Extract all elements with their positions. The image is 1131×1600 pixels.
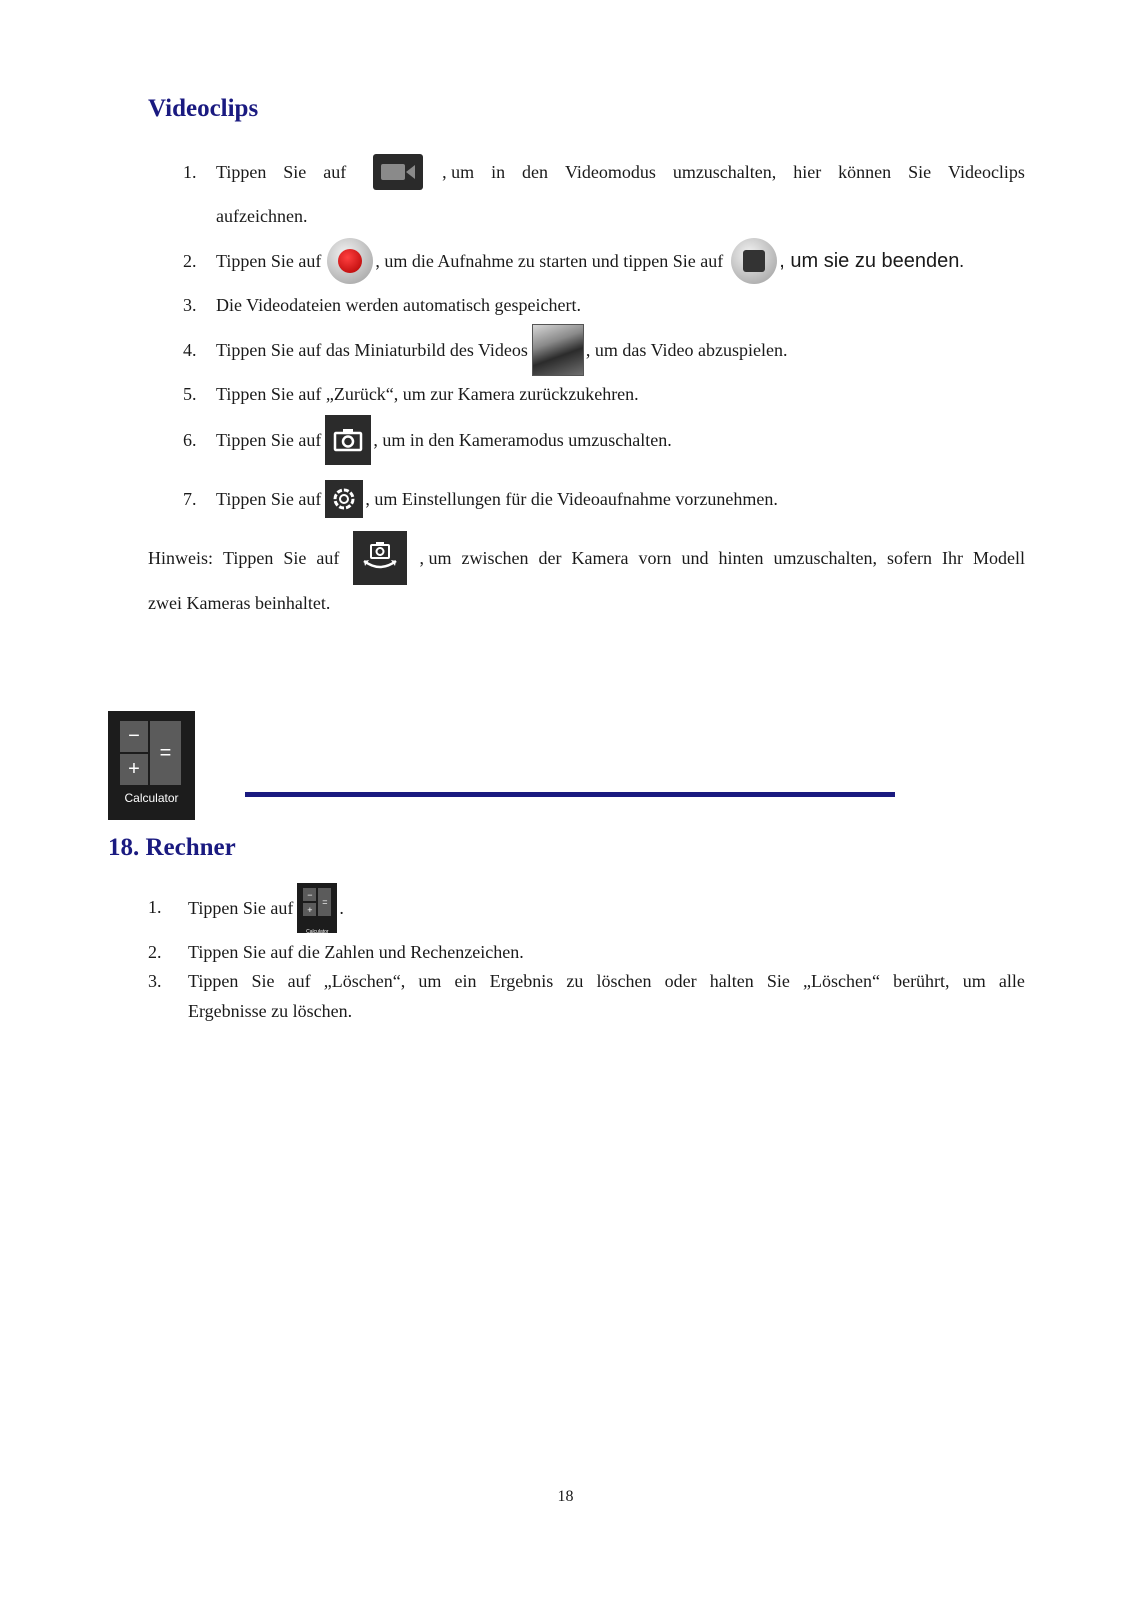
word: Tippen xyxy=(216,162,267,182)
word: der xyxy=(538,548,562,568)
list-item-1-continuation: aufzeichnen. xyxy=(216,206,308,226)
list-item-1-line xyxy=(216,153,1025,191)
item-text: , um Einstellungen für die Videoaufnahme vorzunehmen. xyxy=(365,489,778,509)
word: um xyxy=(418,971,442,991)
word: auf xyxy=(287,971,311,991)
calculator-icon: − + = Calculator xyxy=(297,883,337,933)
list-number: 2. xyxy=(148,942,162,962)
word: auf xyxy=(316,548,340,568)
video-thumbnail-icon xyxy=(532,324,584,376)
list-number: 4. xyxy=(183,340,197,360)
word: oder xyxy=(664,971,697,991)
word: können xyxy=(838,162,892,182)
item-text: Tippen Sie auf xyxy=(216,489,322,509)
rechner-item-2-text: Tippen Sie auf die Zahlen und Rechenzeichen. xyxy=(188,942,524,962)
stop-icon xyxy=(731,238,777,284)
list-number: 5. xyxy=(183,384,197,404)
list-number: 7. xyxy=(183,489,197,509)
word: umzuschalten, xyxy=(672,162,777,182)
section-title-rechner: 18. Rechner xyxy=(108,834,236,861)
switch-camera-icon xyxy=(353,531,407,585)
list-number: 6. xyxy=(183,430,197,450)
item-text: , um sie zu beenden xyxy=(779,250,960,272)
item-text: , um die Aufnahme zu starten und tippen Sie auf xyxy=(375,251,724,271)
minus-key-icon: − xyxy=(120,721,148,752)
word: löschen xyxy=(596,971,652,991)
word: „Löschen“, xyxy=(323,971,406,991)
list-number: 1. xyxy=(183,162,197,182)
list-item-3-text: Die Videodateien werden automatisch gespeichert. xyxy=(216,295,581,315)
word: auf xyxy=(323,162,347,182)
word: Sie xyxy=(283,162,307,182)
word: Sie xyxy=(908,162,932,182)
word: Tippen xyxy=(188,971,239,991)
word: zu xyxy=(566,971,584,991)
plus-key-icon: + xyxy=(120,754,148,785)
list-number: 2. xyxy=(183,251,197,271)
list-item-7-line xyxy=(216,479,778,519)
word: berührt, xyxy=(893,971,950,991)
list-item-4-line xyxy=(216,324,787,376)
word: halten xyxy=(709,971,754,991)
word: und xyxy=(681,548,709,568)
word: ein xyxy=(454,971,477,991)
item-text: . xyxy=(959,251,964,271)
word: Tippen xyxy=(223,548,274,568)
word: Sie xyxy=(251,971,275,991)
word: umzuschalten, xyxy=(773,548,877,568)
word: Hinweis: xyxy=(148,548,213,568)
item-text: Tippen Sie auf xyxy=(216,430,322,450)
word: Sie xyxy=(283,548,307,568)
word: sofern xyxy=(886,548,932,568)
equals-key-icon: = xyxy=(150,721,181,785)
word: in xyxy=(491,162,506,182)
word: alle xyxy=(998,971,1025,991)
word: Kamera xyxy=(571,548,629,568)
word: um xyxy=(962,971,986,991)
word: den xyxy=(522,162,549,182)
word: Ergebnis xyxy=(489,971,554,991)
list-item-6-line xyxy=(216,414,672,466)
page-number: 18 xyxy=(557,1488,574,1505)
word: zwischen xyxy=(461,548,529,568)
word: hinten xyxy=(718,548,764,568)
item-text: . xyxy=(339,898,344,918)
item-text: Tippen Sie auf xyxy=(216,251,322,271)
word: Videoclips xyxy=(948,162,1025,182)
note-line xyxy=(148,530,1025,586)
calculator-label: Calculator xyxy=(124,791,179,805)
list-number: 1. xyxy=(148,897,162,917)
rechner-item-3-line xyxy=(188,970,1025,992)
list-item-5-text: Tippen Sie auf „Zurück“, um zur Kamera zurückzukehren. xyxy=(216,384,639,404)
word: Videomodus xyxy=(564,162,656,182)
rechner-item-1-line xyxy=(188,882,344,934)
item-text: Tippen Sie auf xyxy=(188,898,294,918)
word: hier xyxy=(793,162,822,182)
list-item-2-line xyxy=(216,237,964,285)
item-text: Tippen Sie auf das Miniaturbild des Videos xyxy=(216,340,528,360)
record-icon xyxy=(327,238,373,284)
rechner-item-3-continuation: Ergebnisse zu löschen. xyxy=(188,1001,353,1021)
video-camera-icon xyxy=(373,154,423,190)
calculator-app-icon xyxy=(108,711,195,820)
list-number: 3. xyxy=(183,295,197,315)
word: Sie xyxy=(766,971,790,991)
item-text: , um das Video abzuspielen. xyxy=(585,340,788,360)
camera-icon xyxy=(325,415,371,465)
word: , um xyxy=(442,162,475,182)
word: „Löschen“ xyxy=(802,971,880,991)
word: Ihr xyxy=(941,548,963,568)
list-number: 3. xyxy=(148,971,162,991)
section-title-videoclips: Videoclips xyxy=(148,95,259,122)
settings-icon xyxy=(325,480,363,518)
word: Modell xyxy=(973,548,1025,568)
section-divider xyxy=(245,792,895,797)
word: vorn xyxy=(638,548,672,568)
note-continuation: zwei Kameras beinhaltet. xyxy=(148,593,331,613)
item-text: , um in den Kameramodus umzuschalten. xyxy=(373,430,672,450)
word: , um xyxy=(419,548,452,568)
